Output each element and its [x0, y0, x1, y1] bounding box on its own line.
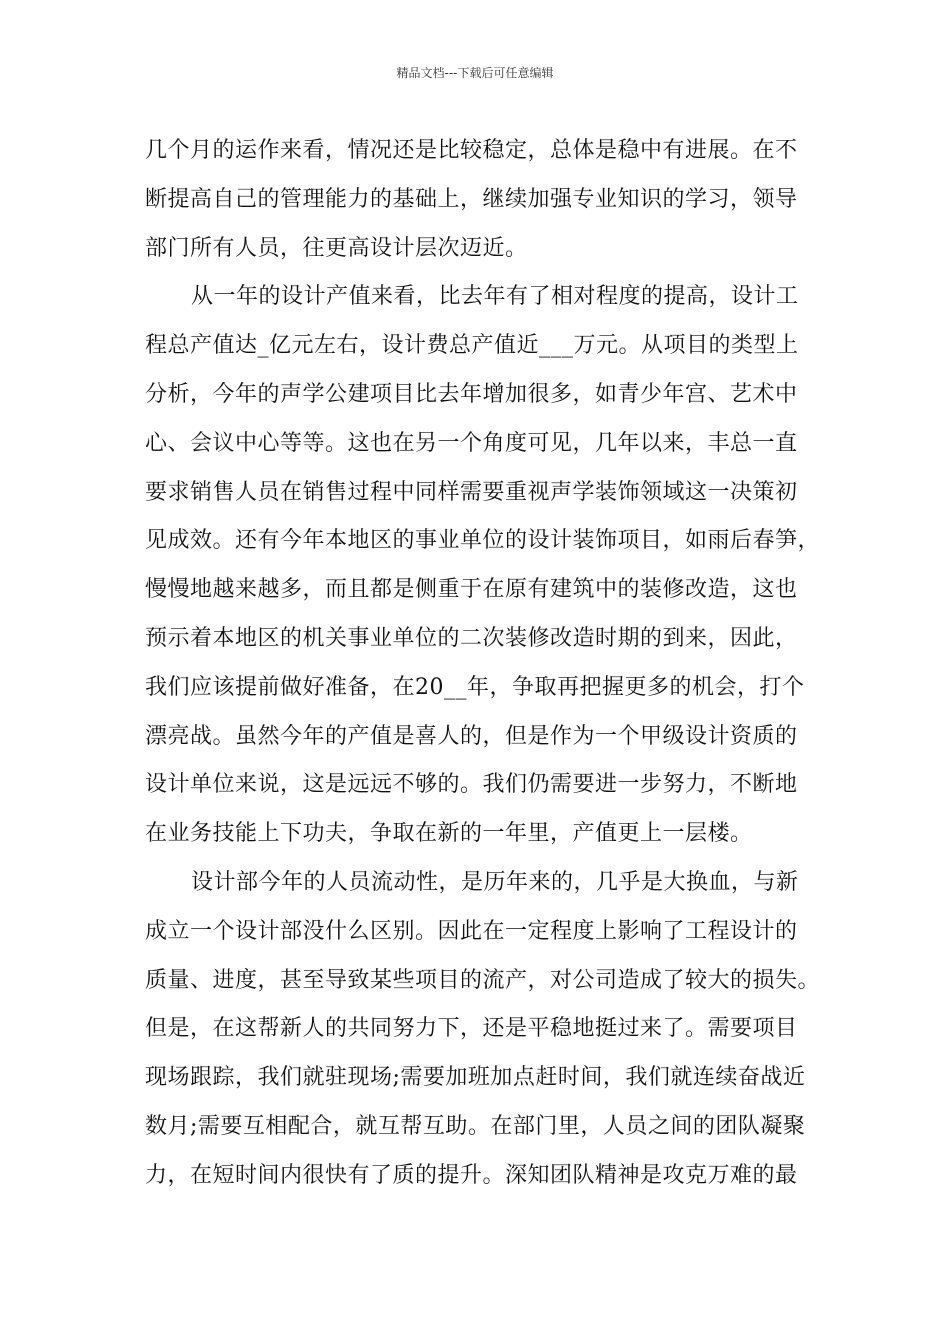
- text-line: 但是，在这帮新人的共同努力下，还是平稳地挺过来了。需要项目: [145, 1016, 798, 1042]
- text-line: 我们应该提前做好准备，在20__年，争取再把握更多的机会，打个: [145, 674, 805, 700]
- text-line: 现场跟踪，我们就驻现场;需要加班加点赶时间，我们就连续奋战近: [145, 1065, 806, 1091]
- text-line: 心、会议中心等等。这也在另一个角度可见，几年以来，丰总一直: [145, 430, 798, 456]
- text-line: 慢慢地越来越多，而且都是侧重于在原有建筑中的装修改造，这也: [145, 577, 798, 603]
- text-line: 设计单位来说，这是远远不够的。我们仍需要进一步努力，不断地: [145, 772, 798, 798]
- text-line: 质量、进度，甚至导致某些项目的流产，对公司造成了较大的损失。: [145, 967, 821, 993]
- text-line: 程总产值达_亿元左右，设计费总产值近___万元。从项目的类型上: [145, 333, 799, 359]
- text-line: 在业务技能上下功夫，争取在新的一年里，产值更上一层楼。: [145, 821, 753, 847]
- text-line: 分析，今年的声学公建项目比去年增加很多，如青少年宫、艺术中: [145, 381, 798, 407]
- text-line: 设计部今年的人员流动性，是历年来的，几乎是大换血，与新: [191, 869, 799, 895]
- text-line: 见成效。还有今年本地区的事业单位的设计装饰项目，如雨后春笋，: [145, 528, 821, 554]
- text-line: 部门所有人员，往更高设计层次迈近。: [145, 235, 528, 261]
- text-line: 成立一个设计部没什么区别。因此在一定程度上影响了工程设计的: [145, 918, 798, 944]
- text-line: 漂亮战。虽然今年的产值是喜人的，但是作为一个甲级设计资质的: [145, 723, 798, 749]
- text-line: 数月;需要互相配合，就互帮互助。在部门里，人员之间的团队凝聚: [145, 1113, 806, 1139]
- text-line: 几个月的运作来看，情况还是比较稳定，总体是稳中有进展。在不: [145, 138, 798, 163]
- body-text: [145, 127, 821, 1201]
- text-line: 力，在短时间内很快有了质的提升。深知团队精神是攻克万难的最: [145, 1162, 798, 1188]
- text-line: 预示着本地区的机关事业单位的二次装修改造时期的到来，因此，: [145, 625, 798, 651]
- text-line: 从一年的设计产值来看，比去年有了相对程度的提高，设计工: [191, 284, 799, 310]
- page-header: 精品文档---下载后可任意编辑: [396, 66, 554, 80]
- text-line: 要求销售人员在销售过程中同样需要重视声学装饰领域这一决策初: [145, 479, 798, 505]
- text-line: 断提高自己的管理能力的基础上，继续加强专业知识的学习，领导: [145, 186, 798, 212]
